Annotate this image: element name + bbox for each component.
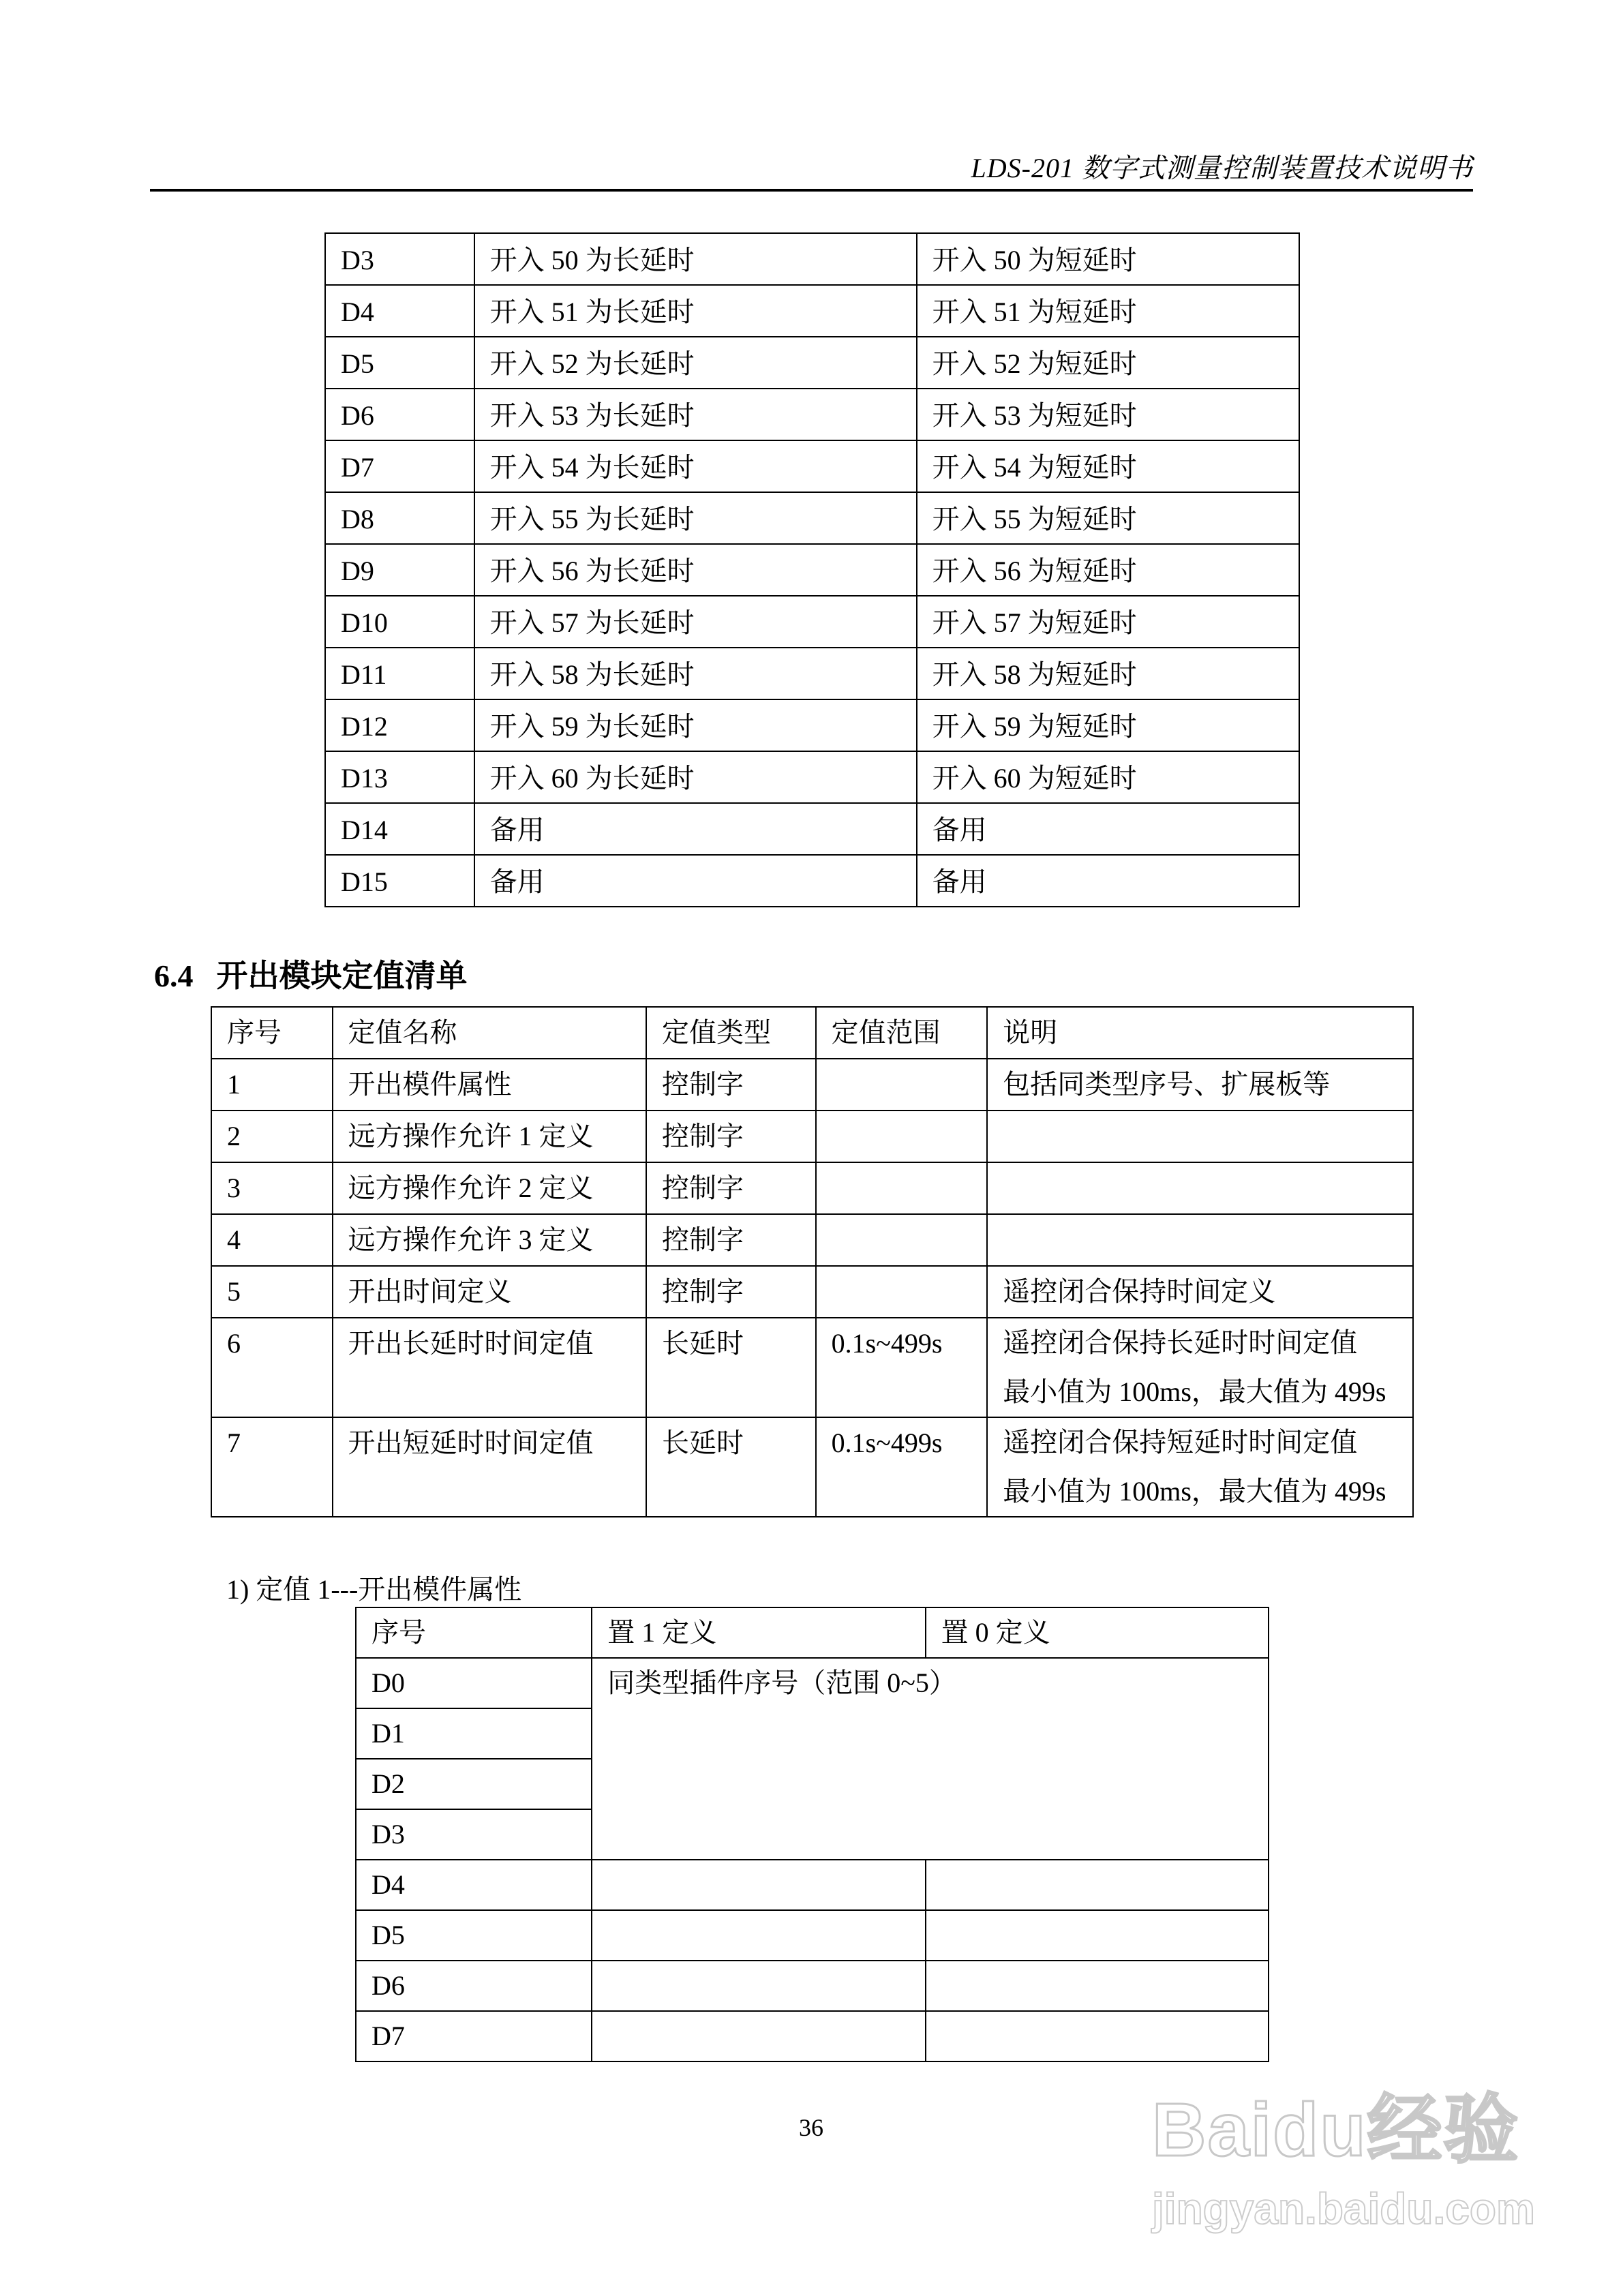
cell-range (816, 1059, 988, 1111)
description-line-1: 遥控闭合保持时间定义 (1003, 1276, 1276, 1307)
cell-set-0-definition (926, 1961, 1269, 2011)
cell-name: 开出短延时时间定值 (333, 1417, 647, 1517)
cell-bit: D6 (325, 389, 474, 440)
cell-set-1-definition: 开入 54 为长延时 (474, 440, 917, 492)
cell-type: 控制字 (646, 1162, 816, 1214)
cell-bit: D5 (356, 1910, 592, 1961)
cell-set-1-definition (592, 1860, 925, 1910)
cell-bit: D4 (325, 285, 474, 337)
cell-bit: D1 (356, 1708, 592, 1759)
cell-range: 0.1s~499s (816, 1417, 988, 1517)
cell-bit: D11 (325, 648, 474, 699)
cell-range (816, 1111, 988, 1162)
cell-set-0-definition: 开入 52 为短延时 (917, 337, 1299, 389)
cell-bit: D7 (356, 2011, 592, 2061)
cell-set-1-definition (592, 2011, 925, 2061)
cell-no: 2 (211, 1111, 333, 1162)
cell-description (987, 1214, 1413, 1266)
header-set-0: 置 0 定义 (926, 1607, 1269, 1658)
table-row (356, 1961, 1269, 2011)
cell-set-0-definition: 开入 58 为短延时 (917, 648, 1299, 699)
cell-no: 3 (211, 1162, 333, 1214)
table-row (325, 285, 1299, 337)
cell-range: 0.1s~499s (816, 1318, 988, 1417)
cell-no: 1 (211, 1059, 333, 1111)
header-name: 定值名称 (333, 1007, 647, 1059)
cell-set-0-definition: 开入 60 为短延时 (917, 751, 1299, 803)
cell-set-1-definition: 开入 60 为长延时 (474, 751, 917, 803)
description-line-1: 遥控闭合保持长延时时间定值 (1003, 1327, 1358, 1358)
watermark-url: jingyan.baidu.com (1152, 2184, 1535, 2233)
cell-type: 长延时 (646, 1318, 816, 1417)
cell-description (987, 1059, 1413, 1111)
table-row (211, 1318, 1413, 1417)
cell-set-1-definition: 开入 57 为长延时 (474, 596, 917, 648)
cell-bit: D8 (325, 492, 474, 544)
table-row (325, 855, 1299, 907)
cell-set-1-definition: 开入 50 为长延时 (474, 233, 917, 285)
table-row (356, 1658, 1269, 1708)
header-no: 序号 (211, 1007, 333, 1059)
header-set-1: 置 1 定义 (592, 1607, 925, 1658)
cell-set-0-definition: 开入 50 为短延时 (917, 233, 1299, 285)
cell-bit: D9 (325, 544, 474, 596)
table-row (325, 596, 1299, 648)
module-attribute-bit-table (355, 1607, 1269, 2062)
cell-name: 远方操作允许 1 定义 (333, 1111, 647, 1162)
cell-set-1-definition: 备用 (474, 855, 917, 907)
cell-bit: D13 (325, 751, 474, 803)
cell-name: 开出时间定义 (333, 1266, 647, 1318)
cell-description (987, 1111, 1413, 1162)
cell-bit: D2 (356, 1759, 592, 1809)
table-row (356, 2011, 1269, 2061)
cell-bit: D10 (325, 596, 474, 648)
table-row (325, 699, 1299, 751)
cell-set-0-definition: 开入 55 为短延时 (917, 492, 1299, 544)
cell-name: 远方操作允许 3 定义 (333, 1214, 647, 1266)
description-line-2: 最小值为 100ms，最大值为 499s (1003, 1376, 1386, 1407)
description-line-1: 遥控闭合保持短延时时间定值 (1003, 1427, 1358, 1457)
cell-set-0-definition: 备用 (917, 855, 1299, 907)
cell-set-1-definition: 开入 56 为长延时 (474, 544, 917, 596)
table-row (325, 492, 1299, 544)
cell-bit: D15 (325, 855, 474, 907)
header-range: 定值范围 (816, 1007, 988, 1059)
bit-definition-table-continued (324, 232, 1300, 907)
cell-set-0-definition: 开入 56 为短延时 (917, 544, 1299, 596)
baidu-jingyan-watermark (1152, 2079, 1534, 2256)
cell-type: 控制字 (646, 1111, 816, 1162)
cell-description (987, 1162, 1413, 1214)
cell-range (816, 1162, 988, 1214)
cell-no: 6 (211, 1318, 333, 1417)
cell-set-1-definition: 开入 58 为长延时 (474, 648, 917, 699)
cell-type: 控制字 (646, 1059, 816, 1111)
cell-set-0-definition: 开入 53 为短延时 (917, 389, 1299, 440)
cell-bit: D3 (356, 1809, 592, 1860)
section-number: 6.4 (154, 958, 194, 993)
header-bit: 序号 (356, 1607, 592, 1658)
table-row (211, 1059, 1413, 1111)
cell-range (816, 1214, 988, 1266)
cell-description (987, 1318, 1413, 1417)
description-line-2: 最小值为 100ms，最大值为 499s (1003, 1476, 1386, 1507)
table-row (356, 1860, 1269, 1910)
cell-set-1-definition: 备用 (474, 803, 917, 855)
output-module-settings-table (211, 1006, 1414, 1517)
cell-bit: D0 (356, 1658, 592, 1708)
subsection-heading: 1) 定值 1---开出模件属性 (226, 1574, 522, 1605)
table-row (325, 544, 1299, 596)
cell-set-1-definition (592, 1910, 925, 1961)
cell-description (987, 1266, 1413, 1318)
table-row (325, 389, 1299, 440)
table-row (325, 751, 1299, 803)
cell-bit: D12 (325, 699, 474, 751)
page-number: 36 (799, 2114, 823, 2141)
table-header-row (211, 1007, 1413, 1059)
table-row (325, 440, 1299, 492)
cell-description (987, 1417, 1413, 1517)
cell-no: 5 (211, 1266, 333, 1318)
header-description: 说明 (987, 1007, 1413, 1059)
table-row (325, 233, 1299, 285)
table-row (356, 1910, 1269, 1961)
table-row (325, 648, 1299, 699)
header-type: 定值类型 (646, 1007, 816, 1059)
cell-bit: D4 (356, 1860, 592, 1910)
cell-set-1-definition: 开入 53 为长延时 (474, 389, 917, 440)
cell-set-0-definition: 开入 57 为短延时 (917, 596, 1299, 648)
cell-set-1-definition: 开入 59 为长延时 (474, 699, 917, 751)
cell-set-1-definition: 开入 55 为长延时 (474, 492, 917, 544)
cell-type: 控制字 (646, 1266, 816, 1318)
cell-set-0-definition: 备用 (917, 803, 1299, 855)
cell-name: 开出长延时时间定值 (333, 1318, 647, 1417)
cell-name: 开出模件属性 (333, 1059, 647, 1111)
cell-set-0-definition: 开入 54 为短延时 (917, 440, 1299, 492)
cell-set-1-definition (592, 1961, 925, 2011)
table-row (211, 1214, 1413, 1266)
cell-bit: D7 (325, 440, 474, 492)
table-row (325, 337, 1299, 389)
cell-set-0-definition (926, 1860, 1269, 1910)
table-row (325, 803, 1299, 855)
watermark-brand: Baidu经验 (1152, 2088, 1520, 2172)
cell-bit: D3 (325, 233, 474, 285)
table-row (211, 1266, 1413, 1318)
cell-set-0-definition: 开入 59 为短延时 (917, 699, 1299, 751)
section-heading (154, 951, 468, 996)
cell-set-1-definition: 开入 51 为长延时 (474, 285, 917, 337)
cell-no: 4 (211, 1214, 333, 1266)
cell-range (816, 1266, 988, 1318)
cell-no: 7 (211, 1417, 333, 1517)
cell-type: 长延时 (646, 1417, 816, 1517)
table-row (211, 1111, 1413, 1162)
cell-set-0-definition (926, 2011, 1269, 2061)
cell-bit: D5 (325, 337, 474, 389)
cell-name: 远方操作允许 2 定义 (333, 1162, 647, 1214)
section-title: 开出模块定值清单 (216, 958, 468, 993)
description-line-1: 包括同类型序号、扩展板等 (1003, 1069, 1331, 1100)
cell-bit: D6 (356, 1961, 592, 2011)
document-header-title: LDS-201 数字式测量控制装置技术说明书 (971, 153, 1473, 183)
cell-set-0-definition (926, 1910, 1269, 1961)
cell-merged-definition: 同类型插件序号（范围 0~5） (592, 1658, 1269, 1860)
cell-type: 控制字 (646, 1214, 816, 1266)
cell-set-1-definition: 开入 52 为长延时 (474, 337, 917, 389)
table-row (211, 1162, 1413, 1214)
header-rule (150, 189, 1473, 192)
cell-set-0-definition: 开入 51 为短延时 (917, 285, 1299, 337)
table-row (211, 1417, 1413, 1517)
cell-bit: D14 (325, 803, 474, 855)
table-header-row (356, 1607, 1269, 1658)
